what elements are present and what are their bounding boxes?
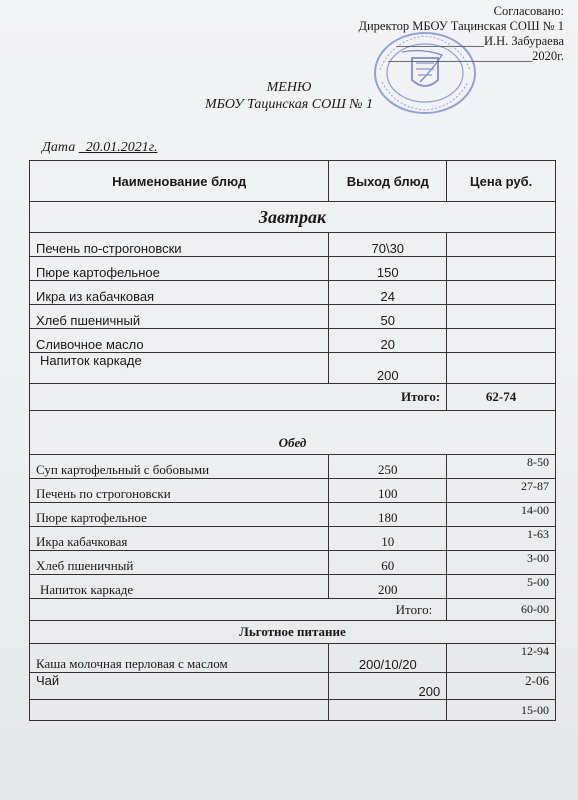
dish-name: Хлеб пшеничный (30, 305, 329, 329)
empty-cell (329, 700, 447, 721)
table-row (30, 575, 556, 599)
dish-name: Каша молочная перловая с маслом (30, 644, 329, 673)
dish-portion: 200/10/20 (329, 644, 447, 673)
table-row (30, 257, 556, 281)
dish-portion: 10 (329, 527, 447, 551)
header-dish-name: Наименование блюд (30, 161, 329, 202)
dish-price (447, 257, 556, 281)
discount-title: Льготное питание (30, 621, 556, 644)
total-label: Итого: (30, 599, 447, 621)
dish-price: 1-63 (447, 527, 556, 551)
table-row (30, 281, 556, 305)
dish-portion: 70\30 (329, 233, 447, 257)
dish-portion: 150 (329, 257, 447, 281)
dish-name: Печень по строгоновски (30, 479, 329, 503)
approval-title: Согласовано: (493, 4, 564, 18)
dish-name: Печень по-строгоновски (30, 233, 329, 257)
table-row (30, 527, 556, 551)
table-row (30, 673, 556, 700)
dish-name: Икра кабачковая (30, 527, 329, 551)
dish-portion: 250 (329, 455, 447, 479)
total-value: 60-00 (447, 599, 556, 621)
dish-name: Напиток каркаде (30, 353, 329, 384)
dish-name: Напиток каркаде (30, 575, 329, 599)
dish-price: 14-00 (447, 503, 556, 527)
approval-director: Директор МБОУ Тацинская СОШ № 1 (358, 19, 564, 33)
dish-name: Хлеб пшеничный (30, 551, 329, 575)
dish-price (447, 281, 556, 305)
table-row (30, 551, 556, 575)
dish-price: 27-87 (447, 479, 556, 503)
dish-portion: 24 (329, 281, 447, 305)
dish-price: 8-50 (447, 455, 556, 479)
dish-price (447, 353, 556, 384)
date-value: 20.01.2021г. (85, 140, 158, 155)
dish-name: Чай (30, 673, 329, 700)
approval-date-line: _______________________2020г. (388, 49, 564, 63)
dish-price: 2-06 (447, 673, 556, 700)
header-portion: Выход блюд (329, 161, 447, 202)
table-row (30, 644, 556, 673)
table-header-row (30, 161, 556, 202)
section-breakfast (30, 202, 556, 233)
dish-portion: 200 (329, 353, 447, 384)
menu-date (42, 140, 157, 156)
header-price: Цена руб. (447, 161, 556, 202)
table-row (30, 503, 556, 527)
dish-price: 12-94 (447, 644, 556, 673)
dish-name: Суп картофельный с бобовыми (30, 455, 329, 479)
dish-price: 5-00 (447, 575, 556, 599)
dish-name: Сливочное масло (30, 329, 329, 353)
table-row (30, 455, 556, 479)
dish-price: 3-00 (447, 551, 556, 575)
dish-portion: 100 (329, 479, 447, 503)
table-row (30, 233, 556, 257)
approval-year: 2020г. (532, 49, 564, 63)
section-lunch (30, 411, 556, 455)
breakfast-title: Завтрак (30, 202, 556, 233)
dish-portion: 200 (329, 673, 447, 700)
total-value: 15-00 (447, 700, 556, 721)
dish-name: Пюре картофельное (30, 257, 329, 281)
empty-cell (30, 700, 329, 721)
dish-price (447, 233, 556, 257)
approval-signature-line: ______________И.Н. Забураева (396, 34, 564, 48)
lunch-title: Обед (30, 411, 556, 455)
school-name: МБОУ Тацинская СОШ № 1 (204, 97, 374, 112)
dish-price (447, 329, 556, 353)
dish-name: Пюре картофельное (30, 503, 329, 527)
lunch-total-row (30, 599, 556, 621)
discount-total-row (30, 700, 556, 721)
dish-portion: 20 (329, 329, 447, 353)
approval-name: И.Н. Забураева (483, 34, 564, 48)
total-value: 62-74 (447, 384, 556, 411)
section-discount (30, 621, 556, 644)
dish-portion: 180 (329, 503, 447, 527)
dish-portion: 50 (329, 305, 447, 329)
dish-portion: 60 (329, 551, 447, 575)
dish-name: Икра из кабачковая (30, 281, 329, 305)
table-row (30, 353, 556, 384)
table-row (30, 305, 556, 329)
menu-table (29, 160, 556, 721)
total-label: Итого: (30, 384, 447, 411)
table-row (30, 479, 556, 503)
breakfast-total-row (30, 384, 556, 411)
date-label: Дата (42, 140, 76, 155)
table-row (30, 329, 556, 353)
menu-title: МЕНЮ (266, 80, 312, 95)
dish-price (447, 305, 556, 329)
dish-portion: 200 (329, 575, 447, 599)
